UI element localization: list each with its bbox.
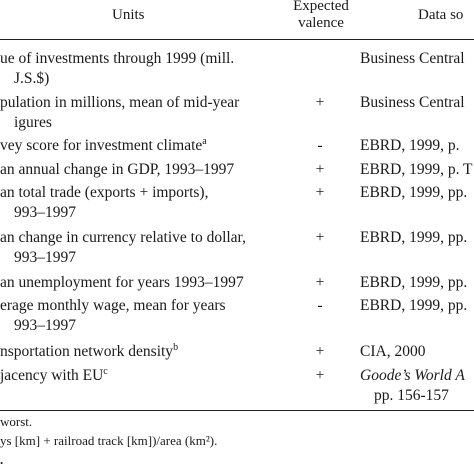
source-cell bbox=[360, 183, 467, 203]
source-line: Business Central bbox=[360, 94, 465, 111]
source-line: EBRD, 1999, pp. bbox=[360, 297, 468, 314]
source-cell bbox=[360, 160, 473, 180]
units-cell bbox=[0, 93, 265, 133]
units-cell bbox=[0, 342, 265, 362]
units-line: an change in currency relative to dollar, bbox=[0, 229, 246, 246]
valence-cell: + bbox=[315, 94, 325, 111]
table-note-text: ys [km] + railroad track [km])/area (km²). bbox=[0, 433, 218, 448]
table-note: . bbox=[0, 452, 4, 467]
source-cell bbox=[360, 273, 467, 293]
units-line: 993–1997 bbox=[14, 249, 76, 266]
source-line: CIA, 2000 bbox=[360, 343, 426, 360]
header-valence bbox=[285, 0, 357, 32]
units-cell bbox=[0, 160, 265, 180]
units-line: 993–1997 bbox=[14, 317, 76, 334]
source-cell bbox=[360, 296, 467, 316]
units-cell bbox=[0, 183, 265, 223]
units-cell bbox=[0, 49, 265, 89]
valence-cell: + bbox=[315, 229, 325, 246]
valence-cell: - bbox=[317, 137, 323, 154]
units-cell bbox=[0, 273, 265, 293]
valence-cell: + bbox=[315, 184, 325, 201]
header-source: Data so bbox=[418, 7, 464, 23]
units-line: an total trade (exports + imports), bbox=[0, 184, 209, 201]
header-valence-line2: valence bbox=[298, 15, 344, 31]
units-line: an annual change in GDP, 1993–1997 bbox=[0, 161, 235, 178]
source-line: Goode’s World A bbox=[360, 367, 465, 384]
table-note: worst. bbox=[0, 414, 33, 429]
source-line: EBRD, 1999, pp. bbox=[360, 229, 468, 246]
header-rule bbox=[0, 39, 474, 40]
source-line: EBRD, 1999, pp. bbox=[360, 184, 468, 201]
units-line: J.S.$) bbox=[14, 70, 50, 87]
units-text: jacency with EU bbox=[0, 367, 104, 384]
source-line: pp. 156-157 bbox=[374, 387, 449, 404]
source-cell bbox=[360, 93, 465, 113]
units-line: ue of investments through 1999 (mill. bbox=[0, 50, 235, 67]
units-text: vey score for investment climate bbox=[0, 137, 203, 154]
valence-cell: + bbox=[315, 161, 325, 178]
header-units: Units bbox=[112, 7, 145, 23]
units-cell bbox=[0, 136, 265, 156]
units-line bbox=[0, 136, 265, 156]
units-line: erage monthly wage, mean for years bbox=[0, 297, 226, 314]
units-cell bbox=[0, 366, 265, 386]
units-line: igures bbox=[14, 114, 52, 131]
footnote-marker: b bbox=[173, 342, 179, 353]
source-cell bbox=[360, 49, 465, 69]
source-cell bbox=[360, 136, 459, 156]
valence-cell: + bbox=[315, 274, 325, 291]
units-cell bbox=[0, 296, 265, 336]
units-text: nsportation network density bbox=[0, 343, 174, 360]
source-cell bbox=[360, 342, 425, 362]
source-cell bbox=[360, 366, 465, 406]
table-note bbox=[0, 433, 217, 449]
units-line bbox=[0, 342, 265, 362]
source-line: EBRD, 1999, p. bbox=[360, 137, 460, 154]
units-line: 993–1997 bbox=[14, 204, 76, 221]
footnote-marker: a bbox=[202, 136, 207, 147]
valence-cell: - bbox=[317, 297, 323, 314]
bottom-rule bbox=[0, 410, 474, 411]
source-cell bbox=[360, 228, 467, 248]
units-line: an unemployment for years 1993–1997 bbox=[0, 274, 244, 291]
header-valence-line1: Expected bbox=[293, 0, 349, 14]
units-cell bbox=[0, 228, 265, 268]
units-line bbox=[0, 366, 265, 386]
valence-cell: + bbox=[315, 367, 325, 384]
source-line: EBRD, 1999, p. T bbox=[360, 161, 473, 178]
footnote-marker: c bbox=[103, 366, 108, 377]
units-line: pulation in millions, mean of mid-year bbox=[0, 94, 240, 111]
valence-cell: + bbox=[315, 343, 325, 360]
source-line: EBRD, 1999, pp. bbox=[360, 274, 468, 291]
source-line: Business Central bbox=[360, 50, 465, 67]
